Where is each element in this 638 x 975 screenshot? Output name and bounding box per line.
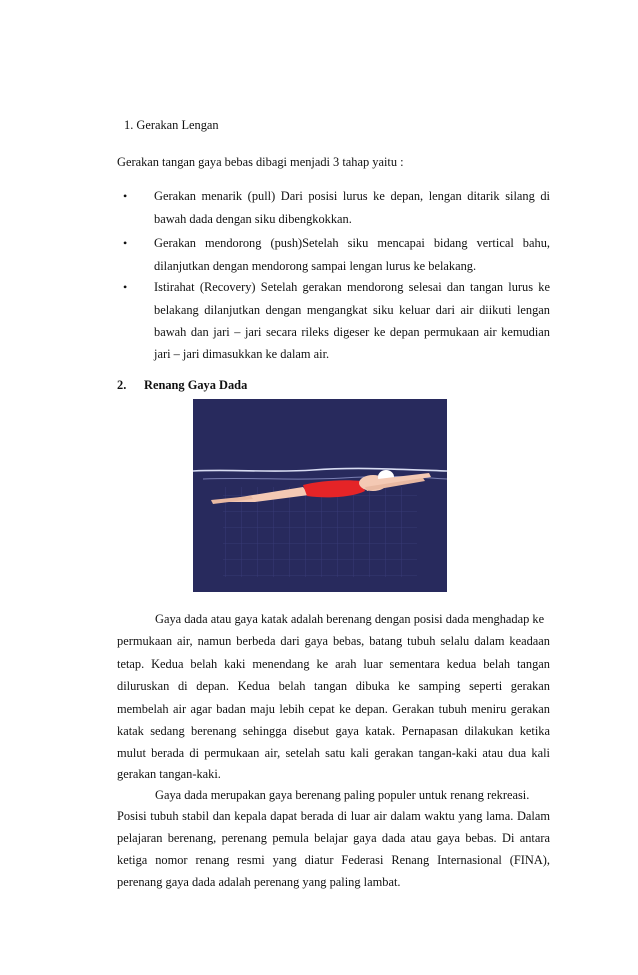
paragraph-1-line-6: katak sedang berenang sehingga disebut gaya katak. Pernapasan dilakukan ketika bbox=[117, 724, 550, 738]
paragraph-2-line-1: Gaya dada merupakan gaya berenang paling populer untuk renang rekreasi. bbox=[155, 788, 530, 802]
paragraph-1-line-5: membelah air agar badan maju lebih cepat ke depan. Gerakan tubuh meniru gerakan bbox=[117, 702, 550, 716]
bullet-dot: • bbox=[123, 280, 128, 294]
paragraph-1-line-3: tetap. Kedua belah kaki menendang ke arah luar sementara kedua belah tangan bbox=[117, 657, 550, 671]
paragraph-1-line-1: Gaya dada atau gaya katak adalah berenang dengan posisi dada menghadap ke bbox=[155, 612, 545, 626]
bullet-1-line-1: Gerakan menarik (pull) Dari posisi lurus ke depan, lengan ditarik silang di bbox=[154, 189, 550, 203]
bullet-2-line-1: Gerakan mendorong (push)Setelah siku mencapai bidang vertical bahu, bbox=[154, 236, 550, 250]
bullet-dot: • bbox=[123, 236, 128, 250]
paragraph-2-line-4: ketiga nomor renang resmi yang diatur Federasi Renang Internasional (FINA), bbox=[117, 853, 550, 867]
bullet-2-line-2: dilanjutkan dengan mendorong sampai lengan lurus ke belakang. bbox=[154, 259, 477, 273]
paragraph-2-line-5: perenang gaya dada adalah perenang yang paling lambat. bbox=[117, 875, 401, 889]
bullet-1-line-2: bawah dada dengan siku dibengkokkan. bbox=[154, 212, 352, 226]
bullet-3-line-2: belakang dilanjutkan dengan mengangkat siku keluar dari air diikuti lengan bbox=[154, 303, 550, 317]
section-2-title: Renang Gaya Dada bbox=[144, 378, 248, 392]
paragraph-2-line-2: Posisi tubuh stabil dan kepala dapat berada di luar air dalam waktu yang lama. Dalam bbox=[117, 809, 550, 823]
subheading-gerakan-lengan: 1. Gerakan Lengan bbox=[124, 118, 219, 132]
bullet-3-line-3: bawah dan jari – jari secara rileks digeser ke depan permukaan air kemudian bbox=[154, 325, 550, 339]
swimmer-illustration bbox=[193, 399, 447, 592]
swimmer-illustration-svg bbox=[193, 399, 447, 592]
paragraph-1-line-4: diluruskan di depan. Kedua belah tangan dibuka ke samping seperti gerakan bbox=[117, 679, 550, 693]
paragraph-1-line-7: mulut berada di permukaan air, setelah satu kali gerakan tangan-kaki atau dua kali bbox=[117, 746, 550, 760]
bullet-3-line-1: Istirahat (Recovery) Setelah gerakan mendorong selesai dan tangan lurus ke bbox=[154, 280, 550, 294]
section-2-number: 2. bbox=[117, 378, 127, 392]
bullet-dot: • bbox=[123, 189, 128, 203]
paragraph-2-line-3: pelajaran berenang, perenang pemula belajar gaya dada atau gaya bebas. Di antara bbox=[117, 831, 550, 845]
paragraph-1-line-2: permukaan air, namun berbeda dari gaya bebas, batang tubuh selalu dalam keadaan bbox=[117, 634, 550, 648]
bullet-3-line-4: jari – jari dimasukkan ke dalam air. bbox=[154, 347, 330, 361]
intro-text: Gerakan tangan gaya bebas dibagi menjadi 3 tahap yaitu : bbox=[117, 155, 404, 169]
paragraph-1-line-8: gerakan tangan-kaki. bbox=[117, 767, 221, 781]
